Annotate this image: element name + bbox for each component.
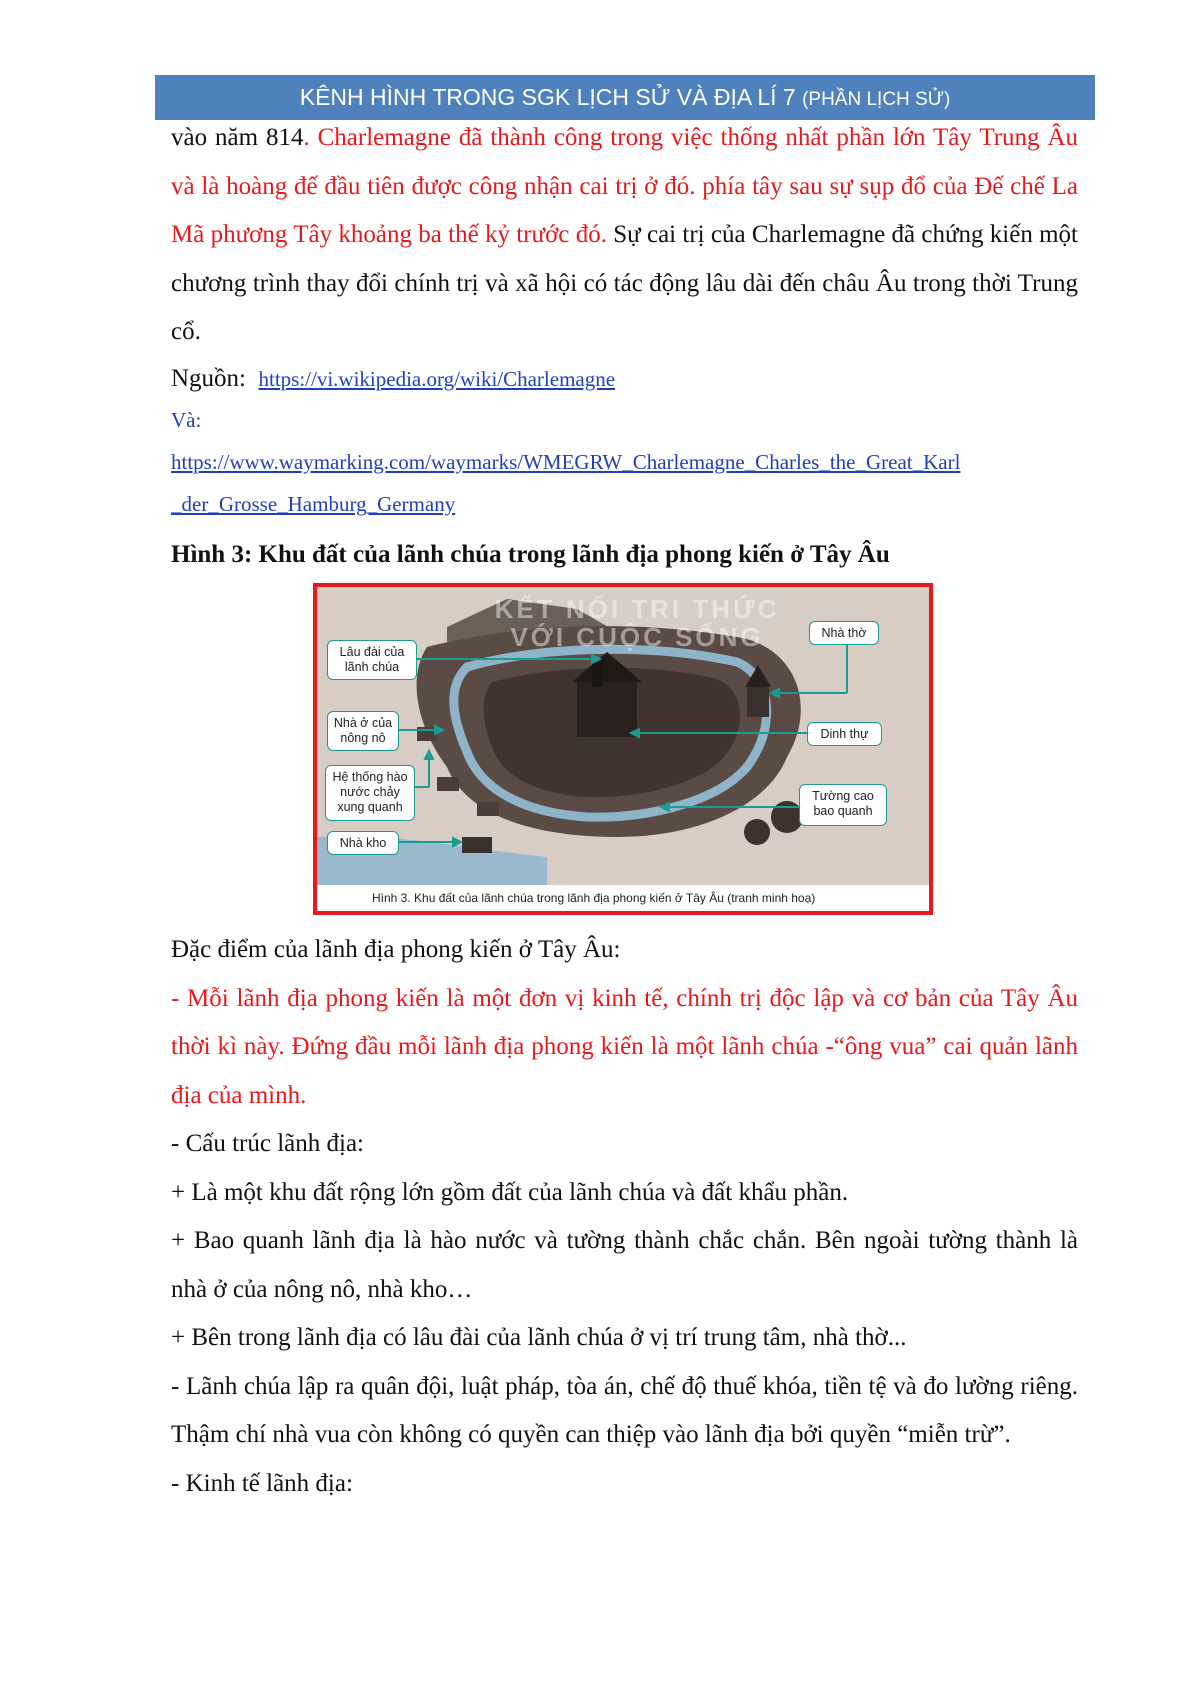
characteristics-heading: Đặc điểm của lãnh địa phong kiến ở Tây Âu: — [171, 936, 621, 963]
figure-title: Hình 3: Khu đất của lãnh chúa trong lãnh địa phong kiến ở Tây Âu — [171, 540, 890, 568]
figure-caption: Hình 3. Khu đất của lãnh chúa trong lãnh địa phong kiến ở Tây Âu (tranh minh hoạ) — [317, 885, 929, 911]
intro-highlight: Charlemagne đã thành công trong việc thống nhất phần lớn Tây Trung Âu và là hoàng đế đầu tiên được công nhận cai trị ở đó. phía tây sau sự sụp đổ của Đế chế La Mã phương Tây khoảng ba thế kỷ trước đó. — [171, 124, 1079, 248]
structure-point-3: + Bên trong lãnh địa có lâu đài của lãnh chúa ở vị trí trung tâm, nhà thờ... — [171, 1324, 907, 1351]
source-link-wikipedia[interactable]: https://vi.wikipedia.org/wiki/Charlemagne — [258, 366, 616, 391]
callout-storehouse: Nhà kho — [327, 831, 399, 855]
callout-manor-house: Dinh thự — [807, 722, 882, 746]
callout-castle: Lâu đài của lãnh chúa — [327, 640, 417, 680]
figure-watermark — [487, 595, 787, 651]
intro-start: vào năm 814 — [171, 124, 304, 151]
intro-section — [171, 114, 1078, 579]
and-label: Và: — [171, 407, 202, 432]
source-link-waymarking[interactable] — [171, 441, 1078, 525]
source-line — [171, 359, 1078, 399]
source-link-waymarking-line1[interactable]: https://www.waymarking.com/waymarks/WMEGRW_Charlemagne_Charles_the_Great_Karl — [171, 449, 961, 474]
economy-heading: - Kinh tế lãnh địa: — [171, 1469, 353, 1497]
structure-point-1: + Là một khu đất rộng lớn gồm đất của lãnh chúa và đất khẩu phần. — [171, 1178, 849, 1206]
watermark-line2: VỚI CUỘC SỐNG — [510, 622, 764, 652]
structure-point-2: + Bao quanh lãnh địa là hào nước và tường thành chắc chắn. Bên ngoài tường thành là nhà ở của nông nô, nhà kho… — [171, 1227, 1078, 1303]
header-subtitle: (PHẦN LỊCH SỬ) — [802, 89, 951, 110]
watermark-line1: KẾT NỐI TRI THỨC — [494, 594, 780, 624]
callout-moat: Hệ thống hào nước chảy xung quanh — [325, 765, 415, 821]
figure-illustration — [313, 583, 933, 915]
callout-church: Nhà thờ — [809, 621, 879, 645]
callout-serf-houses: Nhà ở của nông nô — [327, 711, 399, 751]
source-label: Nguồn: — [171, 364, 246, 392]
structure-heading: - Cấu trúc lãnh địa: — [171, 1130, 364, 1157]
intro-paragraph — [171, 114, 1078, 357]
intro-dot: . — [303, 124, 310, 151]
callout-walls: Tường cao bao quanh — [799, 784, 887, 826]
source-link-waymarking-line2[interactable]: _der_Grosse_Hamburg_Germany — [171, 491, 456, 516]
characteristics-red-paragraph: - Mỗi lãnh địa phong kiến là một đơn vị kinh tế, chính trị độc lập và cơ bản của Tây Âu thời kì này. Đứng đầu mỗi lãnh địa phong kiến là một lãnh chúa -“ông vua” cai quản lãnh địa của mình. — [171, 984, 1078, 1109]
characteristics-section — [171, 926, 1078, 1508]
law-paragraph: - Lãnh chúa lập ra quân đội, luật pháp, tòa án, chế độ thuế khóa, tiền tệ và đo lường riêng. Thậm chí nhà vua còn không có quyền can thiệp vào lãnh địa bởi quyền “miễn trừ”. — [171, 1372, 1078, 1448]
church-shape — [747, 687, 769, 717]
storehouse-shape — [462, 837, 492, 853]
intro-end: Sự cai trị của Charlemagne đã chứng kiến một chương trình thay đổi chính trị và xã hội có tác động lâu dài đến châu Âu trong thời Trung cổ. — [171, 221, 1079, 345]
header-title: KÊNH HÌNH TRONG SGK LỊCH SỬ VÀ ĐỊA LÍ 7 — [299, 84, 796, 110]
castle-shape — [577, 682, 637, 737]
